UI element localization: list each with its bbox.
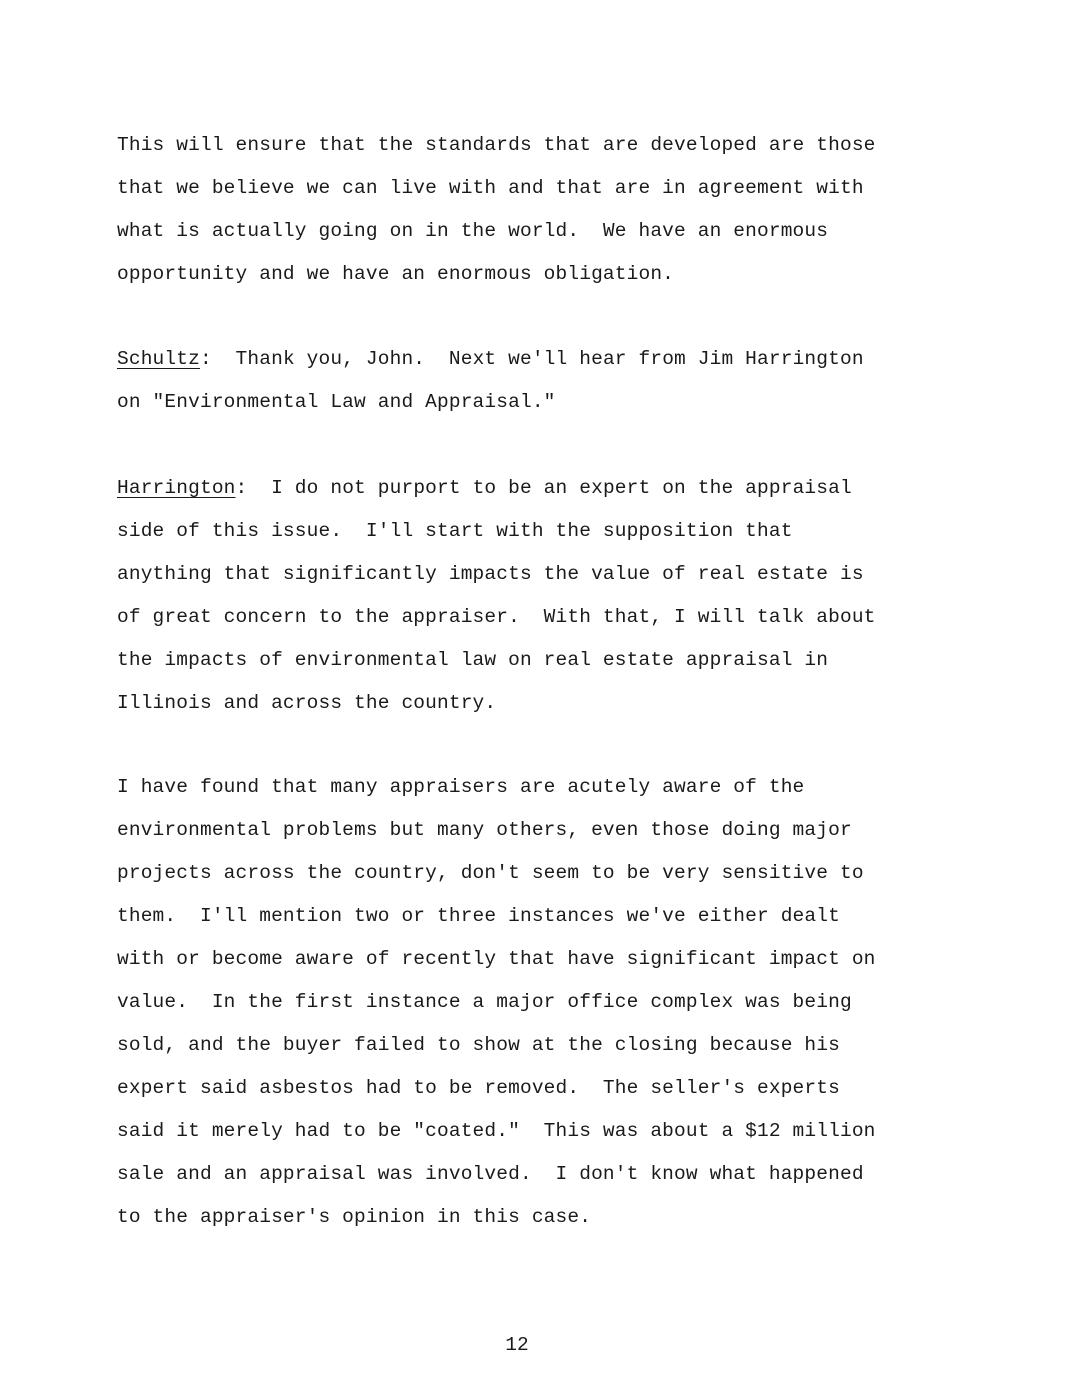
paragraph-schultz [117, 338, 957, 424]
speaker-name: Harrington [117, 477, 236, 499]
speech-text: Thank you, John. Next we'll hear from Jim Harrington [235, 348, 864, 370]
text-line [117, 467, 957, 510]
text-line: value. In the first instance a major office complex was being [117, 991, 852, 1013]
text-line: side of this issue. I'll start with the supposition that [117, 520, 793, 542]
text-line: sold, and the buyer failed to show at the closing because his [117, 1034, 840, 1056]
text-line: with or become aware of recently that have significant impact on [117, 948, 876, 970]
text-line: to the appraiser's opinion in this case. [117, 1206, 592, 1228]
page-number: 12 [505, 1334, 529, 1356]
text-line: said it merely had to be "coated." This was about a $12 million [117, 1120, 876, 1142]
text-line: on "Environmental Law and Appraisal." [117, 391, 556, 413]
text-line [117, 338, 957, 381]
text-line: the impacts of environmental law on real estate appraisal in [117, 649, 829, 671]
text-line: expert said asbestos had to be removed. The seller's experts [117, 1077, 840, 1099]
text-line: of great concern to the appraiser. With that, I will talk about [117, 606, 876, 628]
text-line: environmental problems but many others, even those doing major [117, 819, 852, 841]
speaker-suffix: : [199, 348, 236, 370]
text-line: them. I'll mention two or three instances we've either dealt [117, 905, 840, 927]
text-line: sale and an appraisal was involved. I don't know what happened [117, 1163, 864, 1185]
paragraph-appraisers [117, 766, 957, 1239]
paragraph-harrington [117, 467, 957, 725]
text-line: anything that significantly impacts the value of real estate is [117, 563, 864, 585]
paragraph-opening [117, 124, 957, 296]
text-line: I have found that many appraisers are acutely aware of the [117, 776, 805, 798]
text-line: what is actually going on in the world. We have an enormous [117, 220, 829, 242]
text-line: opportunity and we have an enormous obligation. [117, 263, 675, 285]
text-line: that we believe we can live with and that are in agreement with [117, 177, 864, 199]
text-line: Illinois and across the country. [117, 692, 497, 714]
speech-text: I do not purport to be an expert on the appraisal [271, 477, 852, 499]
text-line: This will ensure that the standards that are developed are those [117, 134, 876, 156]
speaker-suffix: : [235, 477, 272, 499]
speaker-name: Schultz [117, 348, 200, 370]
text-line: projects across the country, don't seem to be very sensitive to [117, 862, 864, 884]
